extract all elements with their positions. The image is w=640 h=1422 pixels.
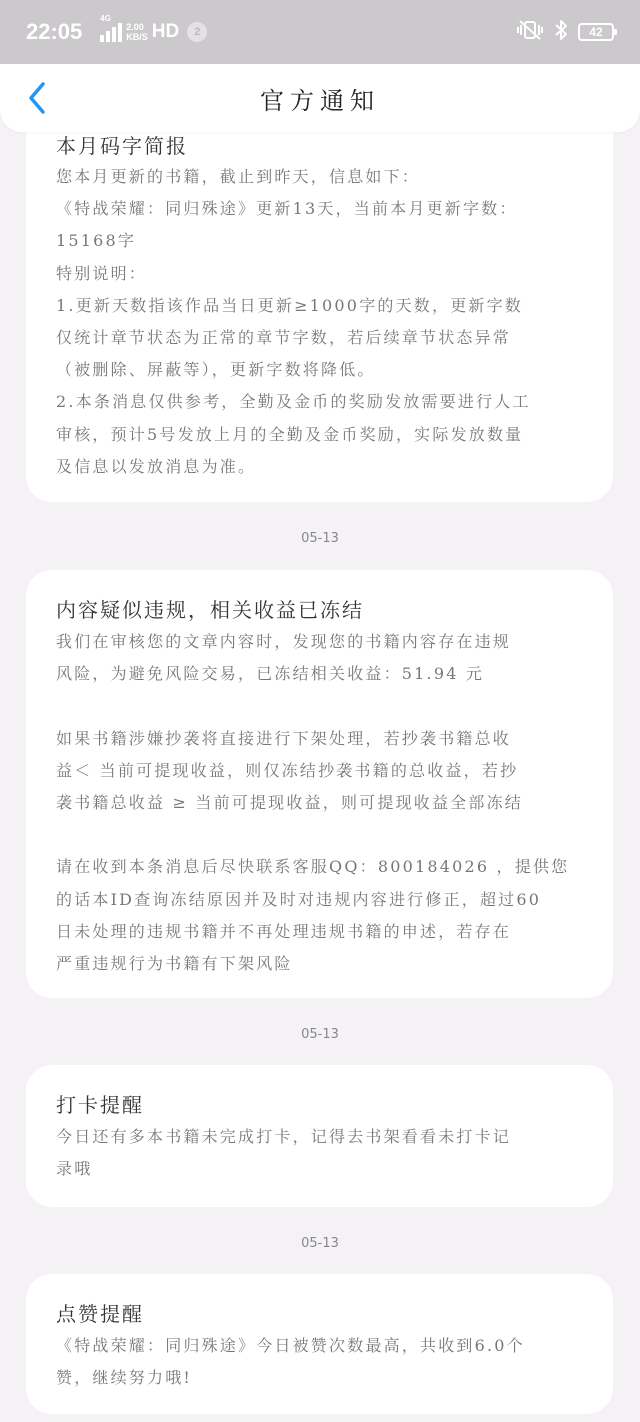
notice-date: 05-13 <box>301 531 339 546</box>
notice-line: 今日还有多本书籍未完成打卡，记得去书架看看未打卡记 <box>56 1127 512 1146</box>
notice-line: 《特战荣耀：同归殊途》今日被赞次数最高，共收到6.0个 <box>56 1336 525 1355</box>
notice-line: 1.更新天数指该作品当日更新≥1000字的天数，更新字数 <box>56 295 523 315</box>
notice-line: （被删除、屏蔽等），更新字数将降低。 <box>56 360 376 380</box>
notice-line: 的话本ID查询冻结原因并及时对违规内容进行修正，超过60 <box>56 889 542 909</box>
notice-line <box>56 690 596 722</box>
header <box>0 64 640 132</box>
notice-date: 05-13 <box>301 1236 339 1251</box>
status-bar <box>0 0 640 64</box>
battery-icon <box>578 23 614 41</box>
bluetooth-icon <box>554 19 568 46</box>
notice-title: 打卡提醒 <box>56 1093 144 1117</box>
notice-line: 请在收到本条消息后尽快联系客服QQ：800184026 ，提供您 <box>56 857 570 877</box>
notice-line: 特别说明： <box>56 263 148 283</box>
notice-line: 仅统计章节状态为正常的章节字数，若后续章节状态异常 <box>56 328 512 348</box>
network-speed <box>126 22 148 42</box>
notice-line: 风险，为避免风险交易，已冻结相关收益：51.94 元 <box>56 664 485 684</box>
notice-line: 我们在审核您的文章内容时，发现您的书籍内容存在违规 <box>56 632 512 651</box>
notice-card-likes[interactable] <box>26 1274 613 1414</box>
network-speed-unit: KB/S <box>126 32 148 42</box>
notice-line: 审核，预计5号发放上月的全勤及金币奖励，实际发放数量 <box>56 424 524 444</box>
hd-indicator: HD <box>151 21 180 42</box>
notice-line: 赞，继续努力哦! <box>56 1368 193 1388</box>
notice-title: 点赞提醒 <box>56 1302 144 1326</box>
chevron-left-icon <box>26 81 48 115</box>
notice-line: 益＜ 当前可提现收益，则仅冻结抄袭书籍的总收益，若抄 <box>56 760 519 780</box>
cellular-signal-icon <box>100 14 122 42</box>
notice-title: 本月码字简报 <box>56 134 188 158</box>
notice-line <box>56 819 596 851</box>
notice-date: 05-13 <box>301 1027 339 1042</box>
back-button[interactable] <box>22 80 52 116</box>
notification-count-badge: 2 <box>187 22 207 42</box>
notice-line: 2.本条消息仅供参考，全勤及金币的奖励发放需要进行人工 <box>56 392 531 412</box>
clock: 22:05 <box>26 19 83 44</box>
notice-card-checkin[interactable] <box>26 1065 613 1207</box>
notice-line: 日未处理的违规书籍并不再处理违规书籍的申述，若存在 <box>56 921 512 941</box>
vibrate-mute-icon <box>516 19 544 46</box>
notice-line: 您本月更新的书籍，截止到昨天，信息如下： <box>56 167 421 186</box>
notice-line: 袭书籍总收益 ≥ 当前可提现收益，则可提现收益全部冻结 <box>56 793 523 813</box>
notice-line: 录哦 <box>56 1159 93 1179</box>
network-speed-value: 2.00 <box>126 22 144 32</box>
battery-level: 42 <box>589 25 603 39</box>
notice-card-violation[interactable] <box>26 570 613 998</box>
notice-title: 内容疑似违规，相关收益已冻结 <box>56 598 364 622</box>
notice-line: 如果书籍涉嫌抄袭将直接进行下架处理，若抄袭书籍总收 <box>56 728 512 748</box>
notice-line: 严重违规行为书籍有下架风险 <box>56 954 293 974</box>
network-type: 4G <box>100 14 111 23</box>
page-title: 官方通知 <box>260 86 380 115</box>
notice-line: 《特战荣耀：同归殊途》更新13天，当前本月更新字数： <box>56 199 518 219</box>
notice-line: 及信息以发放消息为准。 <box>56 456 257 476</box>
notice-line: 15168字 <box>56 231 137 251</box>
notice-card-writing-report[interactable] <box>26 100 613 502</box>
